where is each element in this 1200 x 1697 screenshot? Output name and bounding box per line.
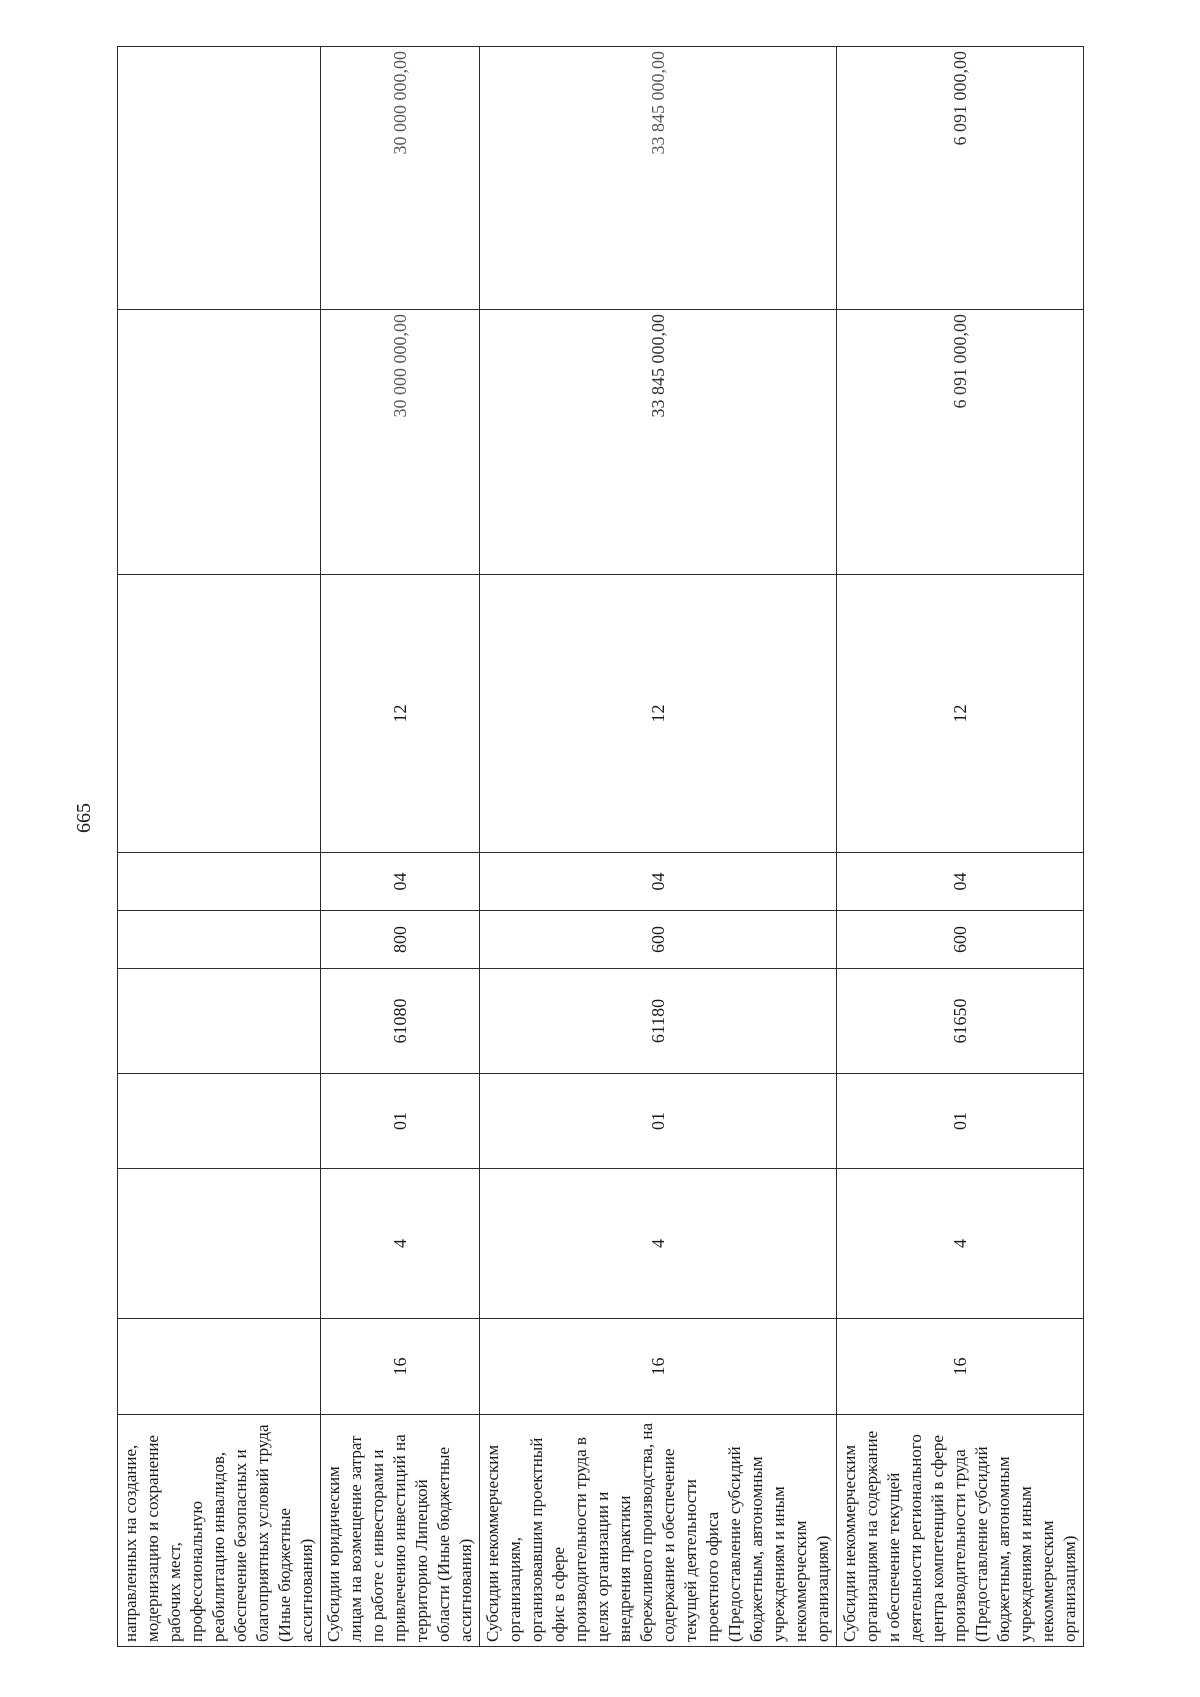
- code-cell: 4: [480, 1169, 837, 1319]
- amount-cell: 33 845 000,00: [480, 47, 837, 310]
- code-cell: 800: [321, 911, 480, 969]
- page-number: 665: [73, 803, 95, 833]
- code-cell: 600: [480, 911, 837, 969]
- amount-cell: 30 000 000,00: [321, 310, 480, 575]
- code-cell: 600: [837, 911, 1084, 969]
- code-cell: [118, 1074, 321, 1169]
- code-cell: 01: [837, 1074, 1084, 1169]
- budget-table: [117, 46, 1084, 1647]
- code-cell: 12: [837, 575, 1084, 853]
- code-cell: 01: [480, 1074, 837, 1169]
- row-description: Субсидии некоммерческим организациям на содержание и обеспечение текущей деятельности регионального центра компетенций в сфере производительности труда (Предоставление субсидий бюджетным, автономным учреждениям и иным некоммерческим организациям): [837, 1415, 1084, 1647]
- code-cell: 12: [480, 575, 837, 853]
- code-cell: 61080: [321, 969, 480, 1074]
- row-description: направленных на создание, модернизацию и сохранение рабочих мест, профессиональную реабилитацию инвалидов, обеспечение безопасных и благоприятных условий труда (Иные бюджетные ассигнования): [118, 1415, 321, 1647]
- code-cell: [118, 911, 321, 969]
- row-description: Субсидии юридическим лицам на возмещение затрат по работе с инвесторами и привлечению инвестиций на территорию Липецкой области (Иные бюджетные ассигнования): [321, 1415, 480, 1647]
- code-cell: [118, 1169, 321, 1319]
- amount-cell: 33 845 000,00: [480, 310, 837, 575]
- amount-cell: [118, 310, 321, 575]
- table-row: [837, 47, 1084, 1647]
- code-cell: 16: [321, 1319, 480, 1415]
- amount-cell: 6 091 000,00: [837, 310, 1084, 575]
- amount-cell: [118, 47, 321, 310]
- amount-cell: 30 000 000,00: [321, 47, 480, 310]
- code-cell: 16: [837, 1319, 1084, 1415]
- table-row: [480, 47, 837, 1647]
- code-cell: 04: [837, 853, 1084, 911]
- table-row: [118, 47, 321, 1647]
- code-cell: [118, 575, 321, 853]
- code-cell: 04: [321, 853, 480, 911]
- code-cell: 4: [321, 1169, 480, 1319]
- budget-table-rotated: [117, 47, 1079, 1647]
- row-description: Субсидии некоммерческим организациям, организовавшим проектный офис в сфере производительности труда в целях организации и внедрения практики бережливого производства, на содержание и обеспечение текущей деятельности проектного офиса (Предоставление субсидий бюджетным, автономным учреждениям и иным некоммерческим организациям): [480, 1415, 837, 1647]
- code-cell: [118, 1319, 321, 1415]
- code-cell: [118, 969, 321, 1074]
- code-cell: 16: [480, 1319, 837, 1415]
- amount-cell: 6 091 000,00: [837, 47, 1084, 310]
- code-cell: 01: [321, 1074, 480, 1169]
- code-cell: 4: [837, 1169, 1084, 1319]
- code-cell: [118, 853, 321, 911]
- code-cell: 61650: [837, 969, 1084, 1074]
- code-cell: 04: [480, 853, 837, 911]
- code-cell: 61180: [480, 969, 837, 1074]
- code-cell: 12: [321, 575, 480, 853]
- table-row: [321, 47, 480, 1647]
